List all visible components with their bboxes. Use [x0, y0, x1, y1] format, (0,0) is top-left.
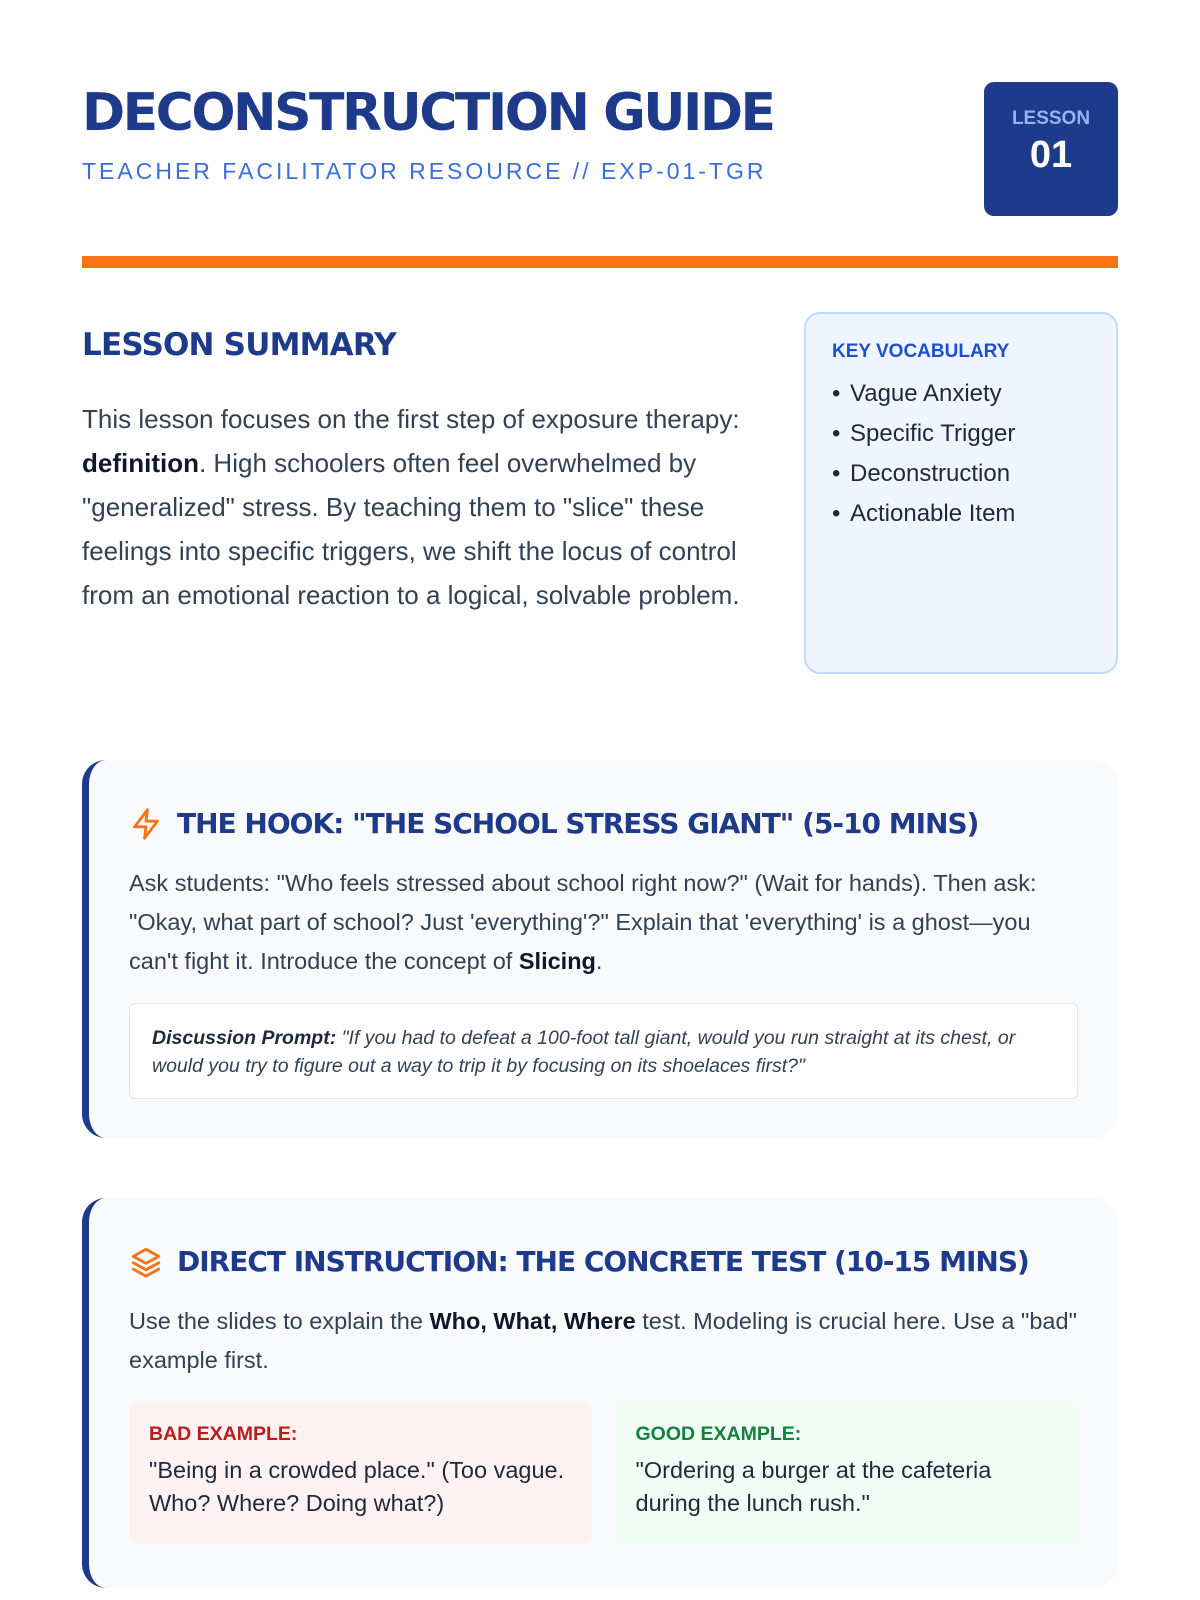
- key-vocabulary-title: KEY VOCABULARY: [832, 341, 1010, 362]
- lesson-summary-section: [82, 256, 1118, 676]
- bad-example-text: "Being in a crowded place." (Too vague. Who? Where? Doing what?): [149, 1457, 565, 1516]
- good-example-label: GOOD EXAMPLE:: [635, 1423, 802, 1445]
- hook-body: Ask students: "Who feels stressed about school right now?" (Wait for hands). Then ask: "Okay, what part of school? Just 'everything'?" Explain that 'everything' is a ghost—you can't fight it. Introduce the concept of Slicing.: [129, 870, 1037, 974]
- good-example-text: "Ordering a burger at the cafeteria during the lunch rush.": [635, 1457, 992, 1516]
- vocab-item: • Specific Trigger: [832, 420, 1016, 447]
- hook-heading-text: THE HOOK: "THE SCHOOL STRESS GIANT" (5-10 MINS): [177, 807, 979, 840]
- document-title: DECONSTRUCTION GUIDE: [82, 83, 774, 143]
- lesson-badge: [984, 82, 1118, 216]
- layers-icon: [129, 1245, 163, 1279]
- discussion-prompt-box: [129, 1003, 1078, 1099]
- instruction-body-bold: Who, What, Where: [429, 1308, 636, 1334]
- bad-example-label: BAD EXAMPLE:: [149, 1423, 298, 1445]
- instruction-body: Use the slides to explain the Who, What, Where test. Modeling is crucial here. Use a "bad" example first.: [129, 1308, 1077, 1373]
- bad-example-box: [129, 1402, 592, 1544]
- discussion-prompt-text: "If you had to defeat a 100-foot tall giant, would you run straight at its chest, or would you try to figure out a way to trip it by focusing on its shoelaces first?": [152, 1027, 1016, 1077]
- hook-body-bold: Slicing: [518, 948, 596, 974]
- document-subtitle: TEACHER FACILITATOR RESOURCE // EXP-01-TGR: [82, 158, 767, 184]
- instruction-heading: [129, 1244, 1029, 1280]
- lesson-badge-label: LESSON: [1011, 108, 1091, 129]
- summary-text-part-1: This lesson focuses on the first step of exposure therapy:: [82, 404, 740, 434]
- lightning-icon: [129, 807, 163, 841]
- hook-card: [82, 760, 1118, 1138]
- direct-instruction-card: [82, 1198, 1118, 1588]
- instruction-heading-text: DIRECT INSTRUCTION: THE CONCRETE TEST (10-15 MINS): [177, 1245, 1029, 1278]
- summary-text-bold: definition: [82, 448, 199, 478]
- lesson-summary-text: [82, 397, 742, 617]
- header: [82, 0, 1118, 256]
- good-example-box: [616, 1402, 1079, 1544]
- lesson-summary-heading: LESSON SUMMARY: [82, 327, 396, 363]
- discussion-prompt-label: Discussion Prompt:: [152, 1027, 337, 1049]
- example-row: [129, 1402, 1078, 1544]
- lesson-badge-number: 01: [1029, 134, 1073, 176]
- vocab-item: • Actionable Item: [832, 500, 1016, 527]
- summary-text-part-2: . High schoolers often feel overwhelmed by "generalized" stress. By teaching them to "slice" these feelings into specific triggers, we shift the locus of control from an emotional reaction to a logical, solvable problem.: [82, 448, 740, 610]
- hook-heading: [129, 806, 978, 842]
- key-vocabulary-box: [804, 312, 1118, 674]
- lesson-summary: [82, 326, 742, 617]
- vocab-item: • Deconstruction: [832, 460, 1011, 487]
- vocab-item: • Vague Anxiety: [832, 380, 1002, 407]
- key-vocabulary-list: [832, 374, 1090, 534]
